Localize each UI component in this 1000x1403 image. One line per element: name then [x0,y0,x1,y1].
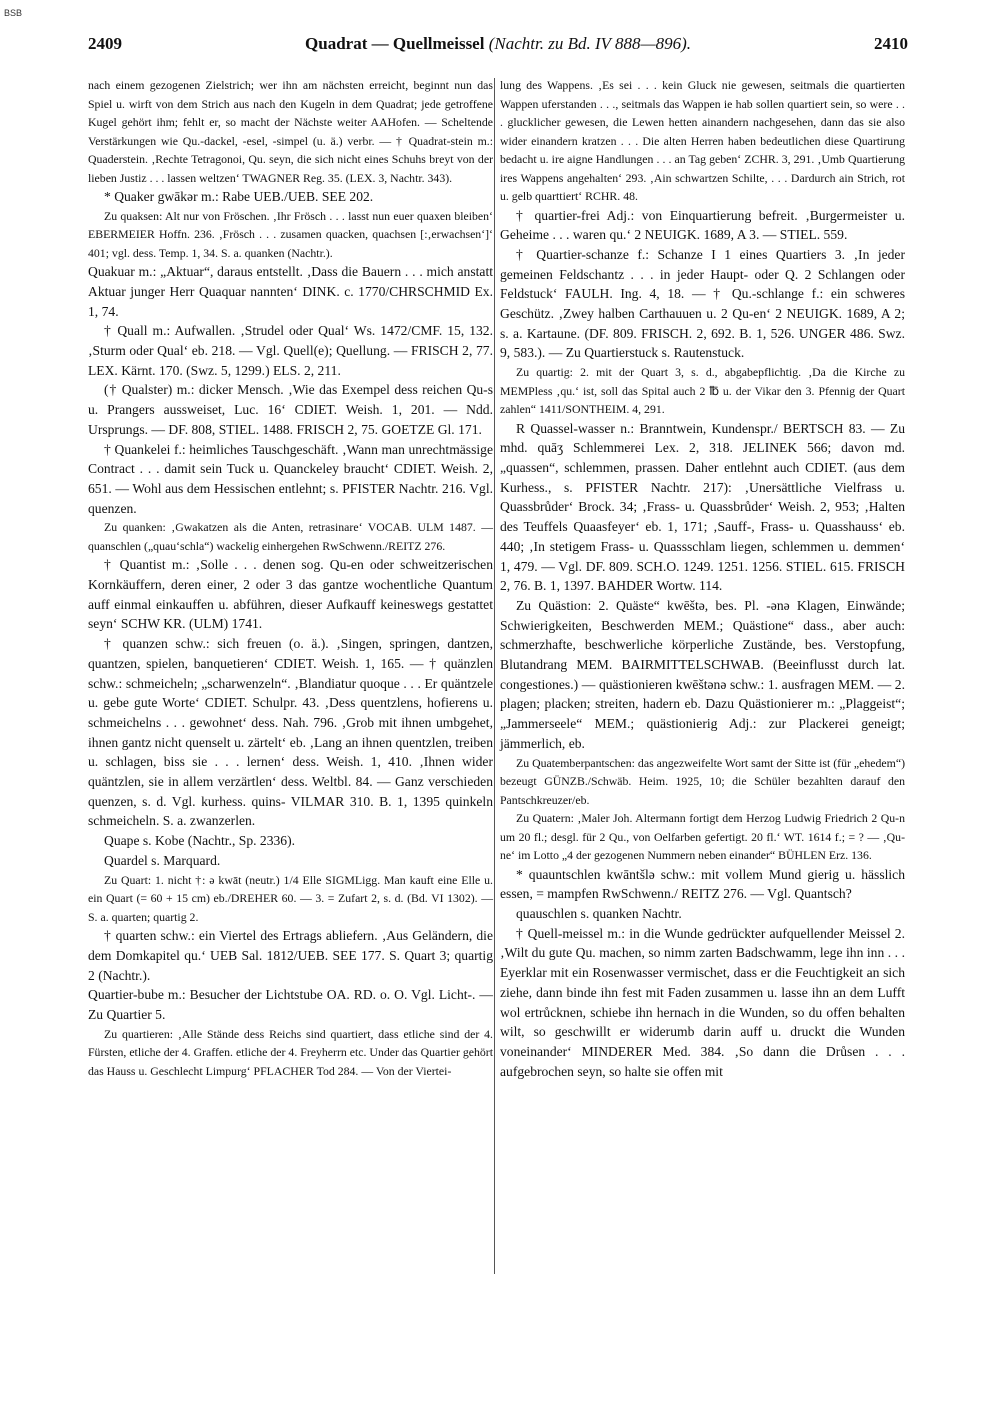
dictionary-entry: Quape s. Kobe (Nachtr., Sp. 2336). [104,833,296,849]
dictionary-entry: Quakuar m.: „Aktuar“, daraus entstellt. ‚Dass die Bauern . . . mich anstatt Aktuar junger Herr Quaquar nannten‘ DINK. c. 1770/CHRSCHMID Ex. 1, 74. [88,264,493,319]
dictionary-entry: lung des Wappens. ‚Es sei . . . kein Gluck nie gewesen, seitmals die quartierten Wappen uferstanden . . ., seitmals das Wappen ie hab sollen quartiert sein, so were . . . glucklicher gewesen, die Lewen hetten ainandern nachgesehen, dann das sie also wider einandern kratzen . . . Die alten Herren haben bedeutlichen diese Quartirung bedacht u. ire aigne Handlungen . . . an Tag geben‘ ZCHR. 3, 291. ‚Umb Quartierung ires Wappens angehalten‘ 293. ‚Ain schwartzen Schilte, . . . Dardurch ain Strich, rot u. gelb quarttiert‘ RCHR. 48. [500,78,905,203]
running-title-note: (Nachtr. zu Bd. IV 888—896). [484,34,691,53]
page-number-left: 2409 [88,34,122,53]
dictionary-entry: † Quartier-schanze f.: Schanze I 1 eines Quartiers 3. ‚In jeder gemeinen Feldschantz . . . in jeder Haupt- oder Q. 2 Schlangen oder Feldstuck‘ FAULH. Ing. 4, 18. — † Qu.-schlange f.: ein schweres Geschütz. ‚Zwey halben Carthauuen u. 2 Qu-en‘ 2 NEUIGK. 1689, A 2; s. a. Kartaune. (DF. 809. FRISCH. 2, 692. B. 1, 526. UNGER 486. Swz. 9, 583.). — Zu Quartierstuck s. Rautenstuck. [500,246,905,361]
library-watermark: BSB [4,8,23,18]
left-column [88,76,493,1080]
dictionary-entry: † Quall m.: Aufwallen. ‚Strudel oder Qual‘ Ws. 1472/CMF. 15, 132. ‚Sturm oder Qual‘ eb. 218. — Vgl. Quell(e); Quellung. — FRISCH 2, 77. LEX. Kärnt. 170. (Swz. 5, 1299.) ELS. 2, 211. [88,323,493,378]
right-column [500,76,905,1081]
dictionary-entry: † quanzen schw.: sich freuen (o. ä.). ‚Singen, springen, dantzen, quantzen, spielen, banquetieren‘ CDIET. Weish. 1, 165. — † quänzlen schw.: schmeicheln; „scharwenzeln“. ‚Blandiatur quoque . . . Er quäntzele u. gebe gute Worte‘ CDIET. Schulpr. 43. ‚Dess quentzlens, hofierens u. schmeichelns . . . gewohnet‘ dess. Nah. 796. ‚Grob mit ihnen umbgehet, ihnen gantz nicht quenselt u. zärtelt‘ eb. ‚Lang an ihnen quentzlen, treiben u. schlagen, biss sie . . . lernen‘ dess. Weish. 1, 410. ‚Ihnen wider quäntzlen, sie in allem verzärtlen‘ dess. Weltbl. 84. — Ganz verschieden quenzen, s. d. Vgl. kurhess. quins- VILMAR 310. B. 1, 1395 quinkeln schmeicheln. S. a. zwanzerlen. [88,636,493,829]
dictionary-entry: Zu quartieren: ‚Alle Stände dess Reichs sind quartiert, dass etliche sind der 4. Fürsten, etliche der 4. Graffen. etliche der 4. Freyherrn etc. Under das Quartier gehört das Hauss u. Geschlecht Limpurg‘ PFLACHER Tod 284. — Von der Viertei- [88,1026,493,1078]
page-number-right: 2410 [874,34,908,53]
dictionary-entry: nach einem gezogenen Zielstrich; wer ihn am nächsten erreicht, beginnt nun das Spiel u. wirft von dem Strich aus nach den Kugeln in dem Quadrat; jede getroffene Kugel gehört ihm; fehlt er, so macht der Nächste weiter AAHofen. — Scheltende Verstärkungen wie Qu.-dackel, -esel, -simpel (u. ä.) verbr. — † Quadrat-stein m.: Quaderstein. ‚Rechte Tetragonoi, Qu. seyn, die sich nicht eines Schuhs breyt von der lieben Justiz . . . lassen weltzen‘ TWAGNER Reg. 35. (LEX. 3, Nachtr. 343). [88,78,493,185]
dictionary-entry: Zu quartig: 2. mit der Quart 3, s. d., abgabepflichtig. ‚Da die Kirche zu MEMPless ‚qu.‘ ist, soll das Spital auch 2 ℔ u. der Vikar den 3. Pfennig der Quart zahlen“ 1411/SONTHEIM. 4, 291. [500,365,905,417]
dictionary-entry: † quartier-frei Adj.: von Einquartierung befreit. ‚Burgermeister u. Geheime . . . waren qu.‘ 2 NEUIGK. 1689, A 3. — STIEL. 559. [500,207,905,243]
dictionary-entry: Zu Quatemberpantschen: das angezweifelte Wort samt der Sitte ist (für „ehedem“) bezeugt GÜNZB./Schwäb. Heim. 1925, 10; die Schüler bezahlten darauf den Pantschkreuzer/eb. [500,755,905,807]
page-header [88,34,908,58]
dictionary-entry: * Quaker gwākər m.: Rabe UEB./UEB. SEE 202. [104,189,374,204]
dictionary-entry: † Quankelei f.: heimliches Tauschgeschäft. ‚Wann man unrechtmässige Contract . . . damit sein Tuck u. Quanckeley braucht‘ CDIET. Weish. 2, 651. — Wohl aus dem Hessischen entlehnt; s. PFISTER Nachtr. 216. Vgl. quenzen. [88,441,493,516]
dictionary-entry: Quartier-bube m.: Besucher der Lichtstube OA. RD. o. O. Vgl. Licht-. — Zu Quartier 5. [88,987,493,1022]
dictionary-entry: R Quassel-wasser n.: Branntwein, Kundenspr./ BERTSCH 83. — Zu mhd. quāʒ Schlemmerei Lex. 2, 318. JELINEK 566; davon md. „quassen“, schlemmen, prassen. Daher entlehnt auch CDIET. (aus dem Kurhess., s. PFISTER Nachtr. 217): ‚Unersättliche Vielfrass u. Quassbrůder‘ Brock. 34; ‚Frass- u. Quassbrůder‘ Weish. 2, 953; ‚Halten des Teuffels Quaasfeyer‘ eb. 1, 171; ‚Sauff-, Frass- u. Quasshauss‘ eb. 440; ‚In stetigem Frass- u. Quassschlam liegen, schlemmen u. demmen‘ 1, 479. — Vgl. DF. 809. SCH.O. 1249. 1251. 1256. STIEL. 615. FRISCH 2, 76. B. 1, 1397. BAHDER Wortw. 114. [500,420,905,594]
dictionary-entry: Zu Quatern: ‚Maler Joh. Altermann fortigt dem Herzog Ludwig Friedrich 2 Qu-n um 20 fl.; desgl. für 2 Qu., von Oelfarben gefertigt. 20 fl.‘ WT. 1614 f.; = ? — ‚Qu-ne‘ im Lotto „4 der gezogenen Nummern neben einander“ BÜHLEN Erz. 136. [500,811,905,863]
running-title [88,34,908,54]
dictionary-entry: † quarten schw.: ein Viertel des Ertrags abliefern. ‚Aus Geländern, die dem Domkapitel qu.‘ UEB Sal. 1812/UEB. SEE 177. S. Quart 3; quartig 2 (Nachtr.). [88,928,493,983]
dictionary-entry: quauschlen s. quanken Nachtr. [516,905,682,921]
dictionary-entry: Zu Quart: 1. nicht †: ə kwāt (neutr.) 1/4 Elle SIGMLigg. Man kauft eine Elle u. ein Quart (= 60 + 15 cm) eb./DREHER 60. — 3. = Zufart 2, s. d. (Bd. VI 1302). — S. a. quarten; quartig 2. [88,872,493,924]
dictionary-entry: † Quell-meissel m.: in die Wunde gedrückter aufquellender Meissel 2. ‚Wilt du gute Qu. machen, so nimm zarten Badschwamm, lege ihn inn . . . Eyerklar mit ein Rosenwasser vermischet, dass er die Feuchtigkeit an sich ziehe, dann binde ihn fest mit Faden zusammen u. lasse ihn an dem Lufft wol ertrůcknen, schiebe ihn hernach in die Wunden, so du offen behalten wilt, so geschwillt er widerumb darin auff u. druckt die Wunden voneinander‘ MINDERER Med. 384. ‚So dann die Drůsen . . . aufgebrochen seyn, so halte sie offen mit [500,925,905,1079]
dictionary-entry: † Quantist m.: ‚Solle . . . denen sog. Qu-en oder schweitzerischen Kornkäuffern, deren einer, 2 oder 3 das gantze wochentliche Quantum auff einmal einkauffen u. abführen, dieser Aufkauff keineswegs gestattet seyn‘ SCHW KR. (ULM) 1741. [88,557,493,632]
dictionary-entry: († Qualster) m.: dicker Mensch. ‚Wie das Exempel dess reichen Qu-s u. Prangers aussweiset, Luc. 16‘ CDIET. Weish. 1, 201. — Ndd. Ursprungs. — DF. 808, STIEL. 1488. FRISCH 2, 75. GOETZE Gl. 171. [88,382,493,437]
dictionary-entry: Zu quaksen: Alt nur von Fröschen. ‚Ihr Frösch . . . lasst nun euer quaxen bleiben‘ EBERMEIER Hoffn. 236. ‚Frösch . . . zusamen quacken, quachsen [:‚erwachsen‘]‘ 401; vgl. dess. Temp. 1, 34. S. a. quanken (Nachtr.). [88,208,493,260]
dictionary-entry: Quardel s. Marquard. [104,852,221,868]
column-divider [494,78,495,1274]
dictionary-entry: * quauntschlen kwāntšlə schw.: mit vollem Mund gierig u. hässlich essen, = mampfen RwSchwenn./ REITZ 276. — Vgl. Quantsch? [500,866,905,902]
dictionary-entry: Zu quanken: ‚Gwakatzen als die Anten, retrasinare‘ VOCAB. ULM 1487. — quanschlen („quau‘schla“) wackelig einhergehen RwSchwenn./REITZ 276. [88,520,493,553]
running-title-main: Quadrat — Quellmeissel [305,34,485,53]
dictionary-entry: Zu Quästion: 2. Quäste“ kwēštə, bes. Pl. -ənə Klagen, Einwände; Schwierigkeiten, Beschwerden MEM.; Quästione“ dass., aber auch: schmerzhafte, beschwerliche körperliche Zustände, bes. Verstopfung, Blutandrang MEM. BAIRMITTELSCHWAB. (Beeinflusst durch lat. congestiones.) — quästionieren kwēštənə schw.: 1. ausfragen MEM. — 2. plagen; placken; streiten, hadern eb. Dazu Quästionierer m.: „Plaggeist“; „Jammerseele“ MEM.; quästionierig Adj.: zur Plackerei geneigt; jämmerlich, eb. [500,597,905,751]
